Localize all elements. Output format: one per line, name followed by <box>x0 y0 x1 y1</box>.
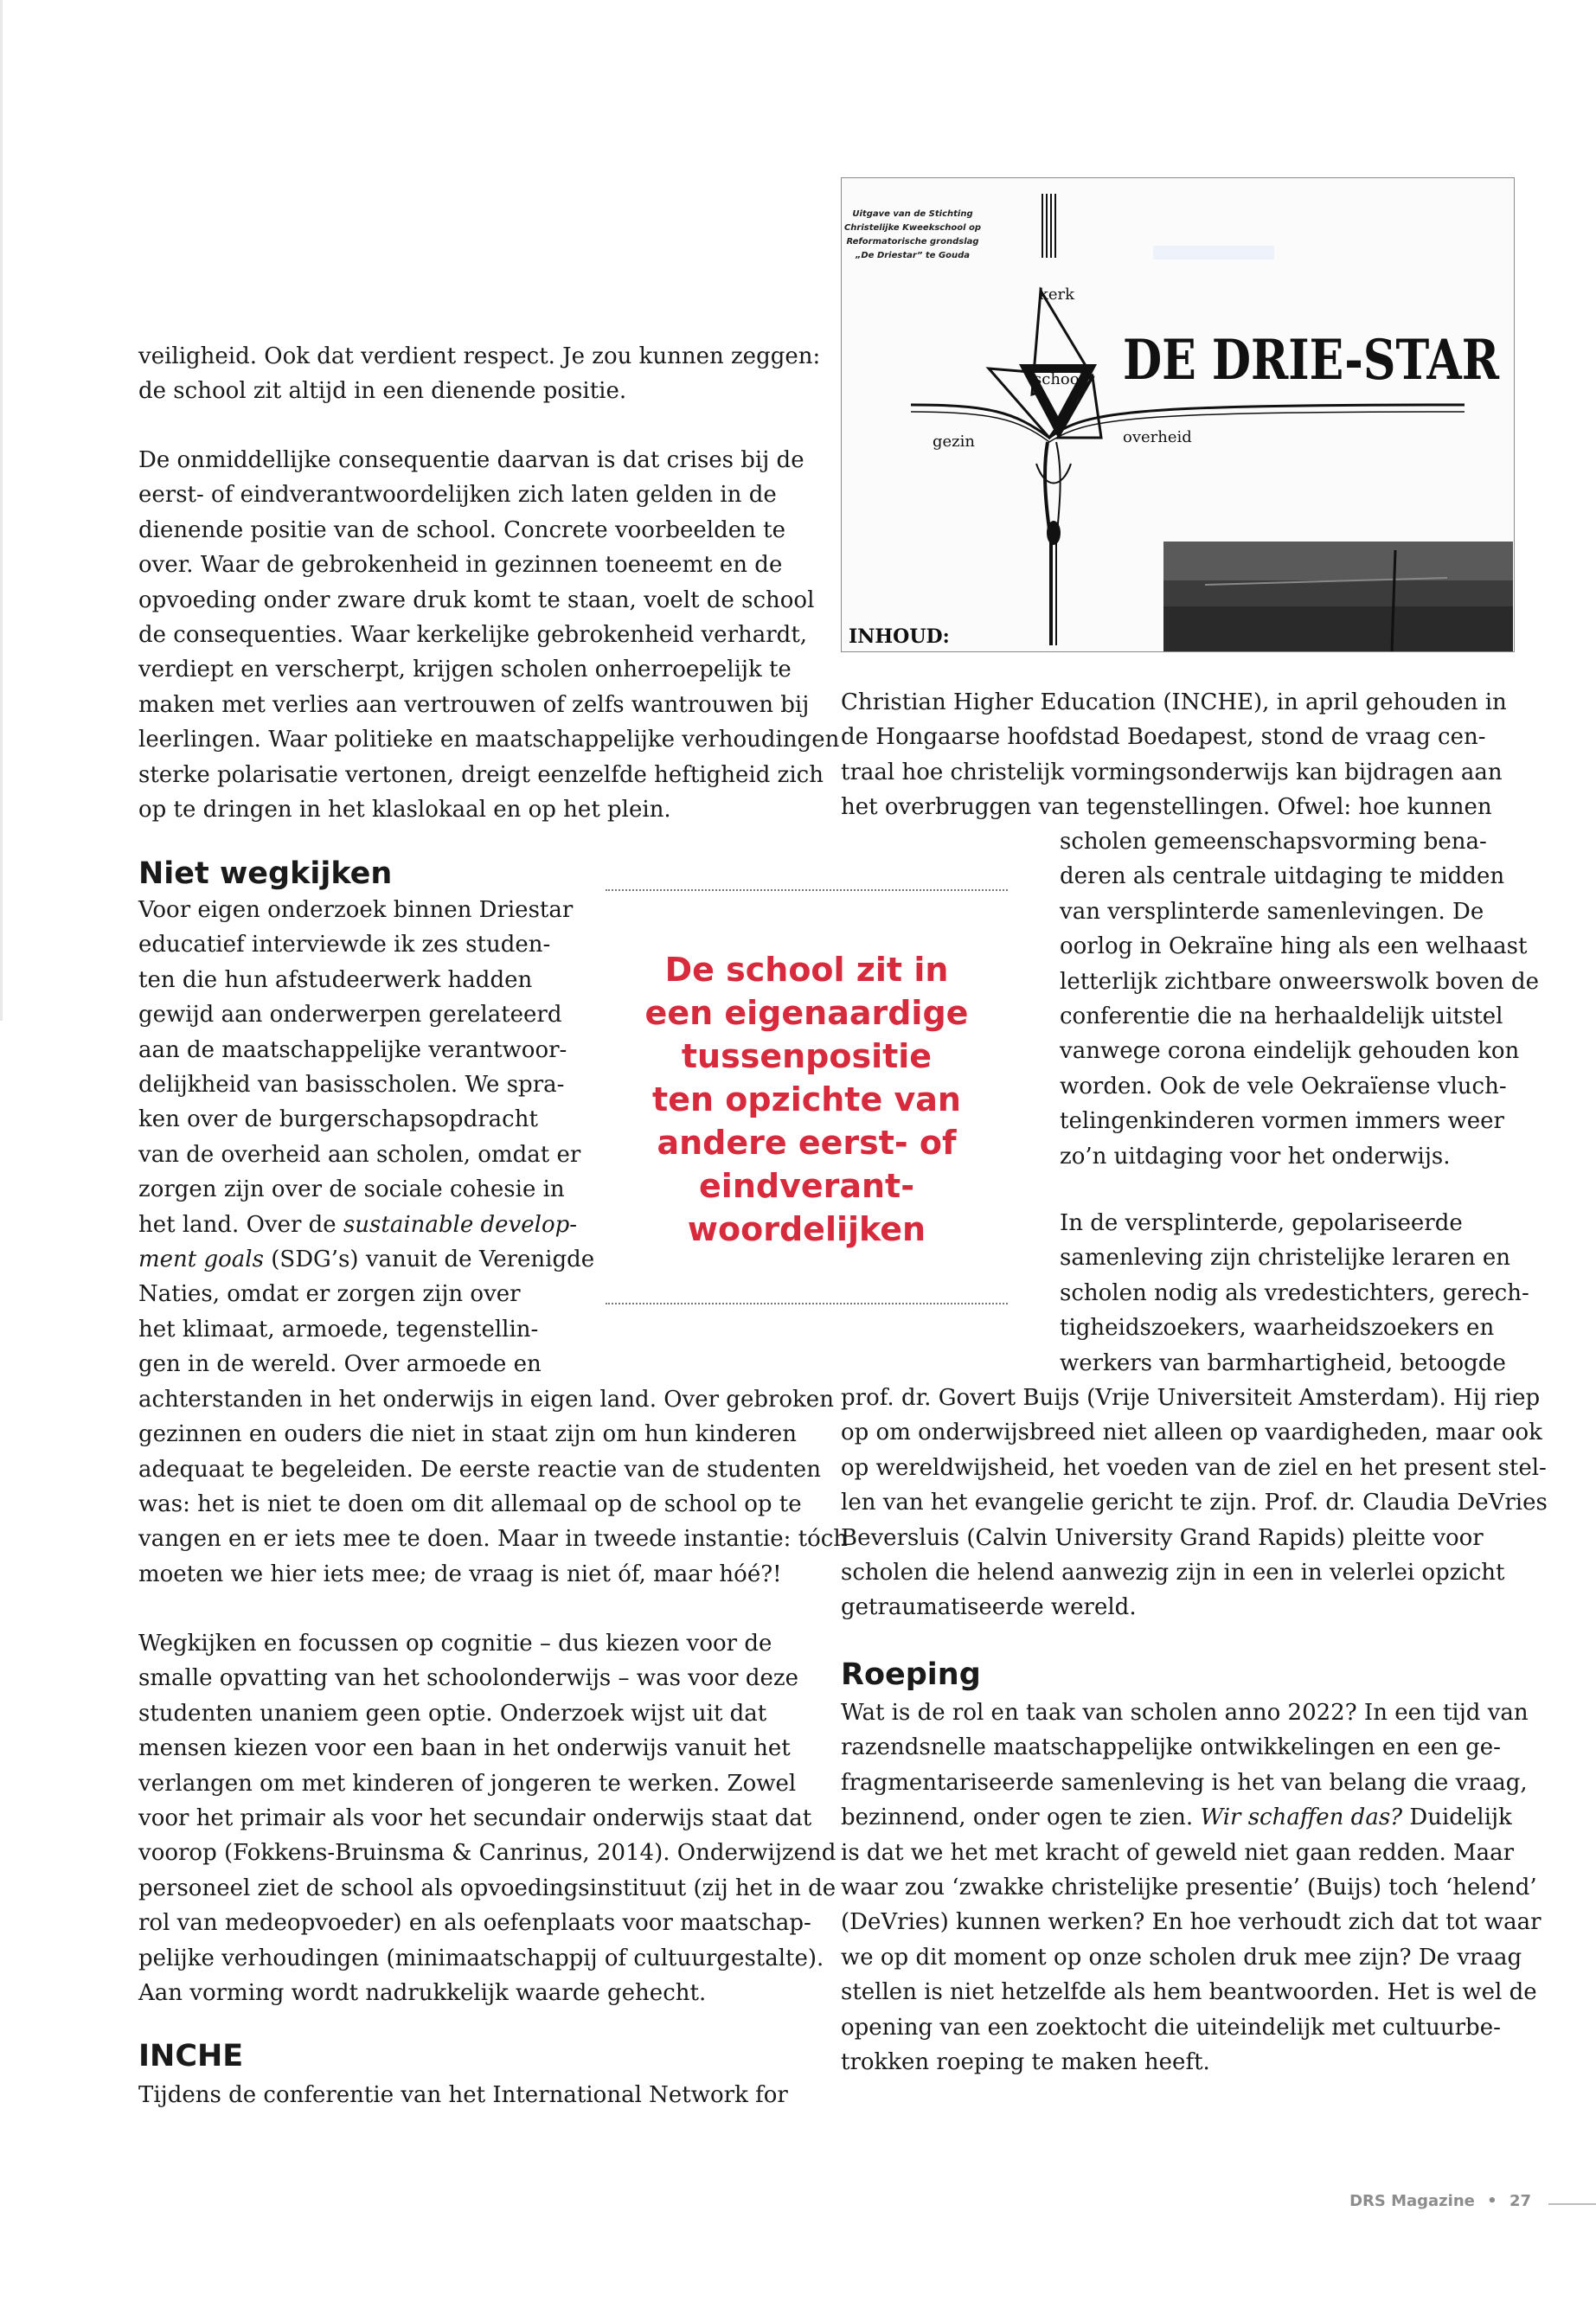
page-footer <box>1349 2192 1531 2210</box>
label-school: school <box>1034 370 1085 388</box>
footer-magazine-name: DRS Magazine <box>1349 2192 1475 2210</box>
right-paragraph-1-narrow: scholen gemeenschapsvorming bena- deren als centrale uitdaging te midden van versplinterde samenlevingen. De oorlog in Oekraïne hing als een welhaast letterlijk zichtbare onweerswolk boven de conferentie die na herhaaldelijk uitstel vanwege corona eindelijk gehouden kon worden. Ook de vele Oekraïense vluch- telingenkinderen vormen immers weer zo’n uitdaging voor het onderwijs. <box>1060 829 1539 1170</box>
publisher-line-1: Uitgave van de Stichting <box>852 209 973 219</box>
historic-magazine-cover-image <box>841 177 1515 652</box>
footer-page-number: 27 <box>1509 2192 1531 2210</box>
landscape-photo <box>1163 542 1513 651</box>
heading-inche: INCHE <box>138 2039 244 2073</box>
left-paragraph-2: De onmiddellijke consequentie daarvan is dat crises bij de eerst- of eindverantwoordelijken zich laten gelden in de dienende positie van de school. Concrete voorbeelden te over. Waar de gebrokenheid in gezinnen toeneemt en de opvoeding onder zware druk komt te staan, voelt de school de consequenties. Waar kerkelijke gebrokenheid verhardt, verdiept en verscherpt, krijgen scholen onherroepelijk te maken met verlies aan vertrouwen of zelfs wantrouwen bij leerlingen. Waar politieke en maatschappelijke verhoudingen sterke polarisatie vertonen, dreigt eenzelfde heftigheid zich op te dringen in het klaslokaal en op het plein. <box>138 447 840 824</box>
heading-roeping: Roeping <box>841 1657 981 1692</box>
left-paragraph-4: Wegkijken en focussen op cognitie – dus kiezen voor de smalle opvatting van het schoolonderwijs – was voor deze studenten unaniem geen optie. Onderzoek wijst uit dat mensen kiezen voor een baan in het onderwijs vanuit het verlangen om met kinderen of jongeren te werken. Zowel voor het primair als voor het secundair onderwijs staat dat voorop (Fokkens-Bruinsma & Canrinus, 2014). Onderwijzend personeel ziet de school als opvoedingsinstituut (zij het in de rol van medeopvoeder) en als oefenplaats voor maatschap- pelijke verhoudingen (minimaatschappij of cultuurgestalte). Aan vorming wordt nadrukkelijk waarde gehecht. <box>138 1631 836 2007</box>
footer-bullet: • <box>1487 2192 1497 2210</box>
publisher-line-3: Reformatorische grondslag <box>846 237 979 247</box>
magazine-title: DE DRIE-STAR <box>1123 328 1500 393</box>
right-paragraph-2-wide: prof. dr. Govert Buijs (Vrije Universiteit Amsterdam). Hij riep op om onderwijsbreed niet alleen op vaardigheden, maar ook op wereldwijsheid, het voeden van de ziel en het present stel- len van het evangelie gericht te zijn. Prof. dr. Claudia DeVries Beversluis (Calvin University Grand Rapids) pleitte voor scholen die helend aanwezig zijn in een in velerlei opzicht getraumatiseerde wereld. <box>841 1385 1548 1621</box>
right-paragraph-3: Wat is de rol en taak van scholen anno 2022? In een tijd van razendsnelle maatschappelijke ontwikkelingen en een ge- fragmentariseerde samenleving is het van belang die vraag, bezinnend, onder ogen te zien. Wir schaffen das? Duidelijk is dat we het met kracht of geweld niet gaan redden. Maar waar zou ‘zwakke christelijke presentie’ (Buijs) toch ‘helend’ (DeVries) kunnen werken? En hoe verhoudt zich dat tot waar we op dit moment op onze scholen druk mee zijn? De vraag stellen is niet hetzelfde als hem beantwoorden. Het is wel de opening van een zoektocht die uiteindelijk met cultuurbe- trokken roeping te maken heeft. <box>841 1700 1542 2076</box>
publisher-line-2: Christelijke Kweekschool op <box>843 223 982 233</box>
publisher-line-4: „De Driestar” te Gouda <box>855 251 971 260</box>
left-paragraph-3: Voor eigen onderzoek binnen Driestar educatief interviewde ik zes studen- ten die hun afstudeerwerk hadden gewijd aan onderwerpen gerelateerd aan de maatschappelijke verantwoor- delijkheid van basisscholen. We spra- ken over de burgerschapsopdracht van de overheid aan scholen, omdat er zorgen zijn over de sociale cohesie in het land. Over de sustainable develop- ment goals (SDG’s) vanuit de Verenigde Naties, omdat er zorgen zijn over het klimaat, armoede, tegenstellin- gen in de wereld. Over armoede en achterstanden in het onderwijs in eigen land. Over gebroken gezinnen en ouders die niet in staat zijn om hun kinderen adequaat te begeleiden. De eerste reactie van de studenten was: het is niet te doen om dit allemaal op de school op te vangen en er iets mee te doen. Maar in tweede instantie: tóch moeten we hier iets mee; de vraag is niet óf, maar hóé?! <box>138 897 849 1587</box>
left-paragraph-5: Tijdens de conferentie van het International Network for <box>138 2082 788 2108</box>
heading-niet-wegkijken: Niet wegkijken <box>138 856 393 891</box>
pull-quote-text: De school zit in een eigenaardige tussenpositie ten opzichte van andere eerst- of eindverant- woordelijken <box>644 951 969 1248</box>
right-paragraph-2-narrow: In de versplinterde, gepolariseerde samenleving zijn christelijke leraren en scholen nodig als vredestichters, gerech- tigheidszoekers, waarheidszoekers en werkers van barmhartigheid, betoogde <box>1060 1210 1529 1376</box>
drie-star-emblem <box>842 178 1514 651</box>
right-paragraph-1-wide: Christian Higher Education (INCHE), in april gehouden in de Hongaarse hoofdstad Boedapest, stond de vraag cen- traal hoe christelijk vormingsonderwijs kan bijdragen aan het overbruggen van tegenstellingen. Ofwel: hoe kunnen <box>841 689 1507 821</box>
contents-label: INHOUD: <box>849 625 950 648</box>
label-gezin: gezin <box>933 433 976 451</box>
footer-rule <box>1548 2203 1596 2205</box>
label-kerk: kerk <box>1039 285 1075 304</box>
label-overheid: overheid <box>1123 428 1192 446</box>
pull-quote <box>606 889 1008 1304</box>
page-edge-shadow <box>0 0 3 1021</box>
left-paragraph-1: veiligheid. Ook dat verdient respect. Je zou kunnen zeggen: de school zit altijd in een dienende positie. <box>138 343 821 405</box>
